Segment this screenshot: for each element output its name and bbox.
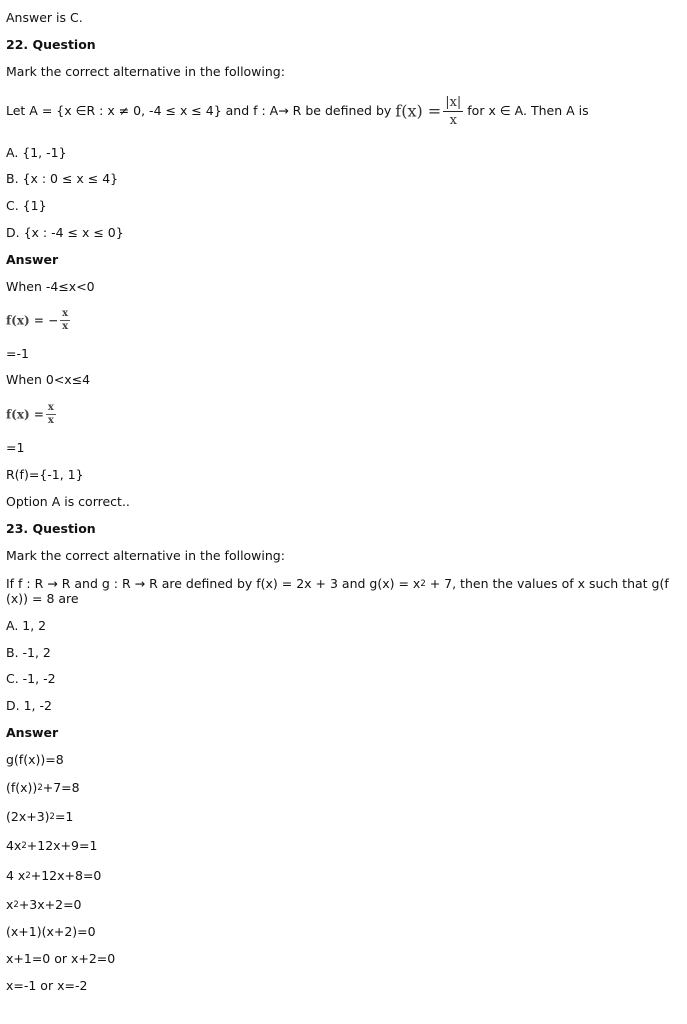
q23-step4: [6, 838, 97, 854]
q22-stem: [6, 92, 589, 131]
q23-step4-sup: 2: [21, 841, 27, 851]
q23-option-c: C. -1, -2: [6, 671, 56, 686]
q23-step5: [6, 868, 101, 884]
q23-step2-b: +7=8: [42, 780, 80, 795]
q23-step8: x+1=0 or x+2=0: [6, 951, 116, 966]
q23-stem-sup: 2: [420, 579, 426, 589]
previous-answer: Answer is C.: [6, 10, 83, 25]
q23-step5-a: 4 x: [6, 868, 26, 883]
q23-step6-sup: 2: [13, 900, 19, 910]
q22-option-d: D. {x : -4 ≤ x ≤ 0}: [6, 225, 124, 240]
q23-step3-b: =1: [54, 809, 74, 824]
q22-instruction: Mark the correct alternative in the following:: [6, 64, 285, 79]
q23-step2-sup: 2: [37, 783, 43, 793]
q22-formula1-den: x: [62, 321, 69, 332]
q22-formula1-num: x: [62, 308, 69, 319]
q23-step3: [6, 809, 73, 825]
q23-option-b: B. -1, 2: [6, 645, 51, 660]
q23-heading: 23. Question: [6, 521, 96, 536]
q23-step6: [6, 897, 82, 913]
q22-formula2-fraction: [46, 402, 56, 427]
q23-step2-a: (f(x)): [6, 780, 38, 795]
q22-formula1-fraction: [60, 308, 70, 333]
q22-answer-heading: Answer: [6, 252, 59, 267]
q22-option-c: C. {1}: [6, 198, 47, 213]
q23-step5-b: +12x+8=0: [30, 868, 102, 883]
q22-case2: When 0<x≤4: [6, 372, 91, 387]
q23-instruction: Mark the correct alternative in the following:: [6, 548, 285, 563]
q22-formula2-lhs: f(x) =: [6, 407, 44, 422]
q23-stem-part2: + 7, then the values of x such that g(f (x)) = 8 are: [6, 576, 669, 606]
q23-step5-sup: 2: [25, 871, 31, 881]
q23-option-d: D. 1, -2: [6, 698, 52, 713]
q23-stem-part1: If f : R → R and g : R → R are defined by f(x) = 2x + 3 and g(x) = x: [6, 576, 421, 591]
q22-formula2: [6, 396, 56, 433]
q22-conclusion: Option A is correct..: [6, 494, 130, 509]
q23-step6-a: x: [6, 897, 14, 912]
q22-fraction-num: |x|: [445, 95, 462, 110]
q22-fraction: [443, 94, 463, 129]
q22-formula2-num: x: [47, 402, 54, 413]
q23-step3-a: (2x+3): [6, 809, 50, 824]
q22-fx: f(x) =: [395, 101, 442, 121]
q22-result1: =-1: [6, 346, 29, 361]
q23-step6-b: +3x+2=0: [18, 897, 82, 912]
q23-step2: [6, 780, 80, 796]
q23-step9: x=-1 or x=-2: [6, 978, 88, 993]
q22-formula1-lhs: f(x) = −: [6, 313, 59, 328]
q22-option-a: A. {1, -1}: [6, 145, 67, 160]
q22-option-b: B. {x : 0 ≤ x ≤ 4}: [6, 171, 119, 186]
q23-step3-sup: 2: [49, 812, 55, 822]
q23-step4-a: 4x: [6, 838, 22, 853]
q23-step1: g(f(x))=8: [6, 752, 64, 767]
q22-stem-after: for x ∈ A. Then A is: [467, 103, 589, 118]
q23-answer-heading: Answer: [6, 725, 59, 740]
q22-result2: =1: [6, 440, 25, 455]
q23-option-a: A. 1, 2: [6, 618, 47, 633]
q22-case1: When -4≤x<0: [6, 279, 95, 294]
q23-step4-b: +12x+9=1: [26, 838, 98, 853]
q22-stem-before: Let A = {x ∈R : x ≠ 0, -4 ≤ x ≤ 4} and f : A→ R be defined by: [6, 103, 392, 118]
q22-range: R(f)={-1, 1}: [6, 467, 84, 482]
q22-fraction-den: x: [449, 113, 457, 128]
q22-heading: 22. Question: [6, 37, 96, 52]
q23-stem: [6, 576, 682, 606]
q22-formula2-den: x: [47, 415, 54, 426]
q23-step7: (x+1)(x+2)=0: [6, 924, 96, 939]
q22-formula1: [6, 302, 70, 339]
